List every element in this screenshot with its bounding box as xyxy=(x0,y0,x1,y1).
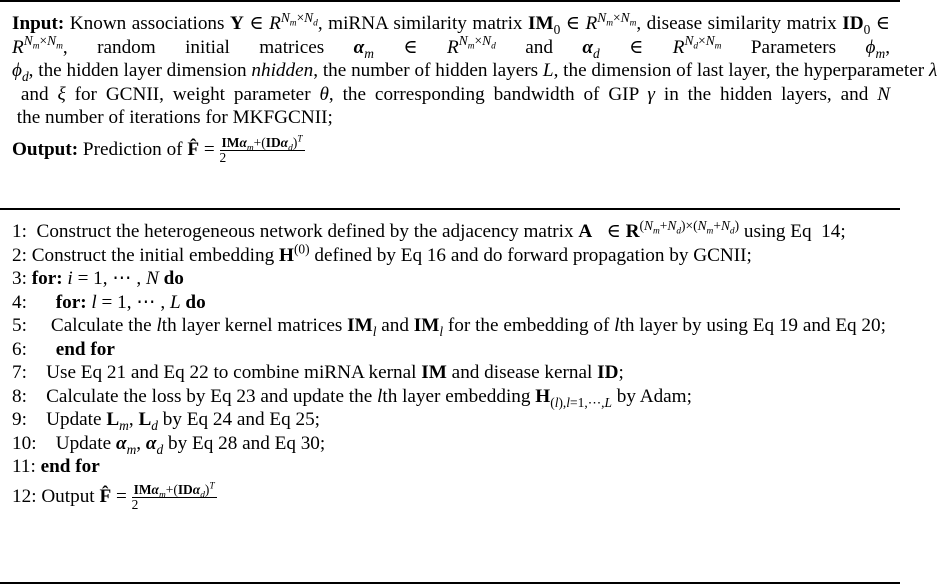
step-3: 3: for: i = 1, ⋯ , N do xyxy=(12,268,184,289)
step-8: 8: Calculate the loss by Eq 23 and update the lth layer embedding $H_{(l),l=1,\cdots,L}$ by Adam; xyxy=(12,385,692,410)
output-fraction: $\frac{IM\alpha_m+(ID\alpha_d)^T}{2}$ xyxy=(219,134,303,165)
step-4: 4: for: l = 1, ⋯ , L do xyxy=(12,291,206,313)
step-6: 6: end for xyxy=(12,338,115,360)
step-5: 5: Calculate the lth layer kernel matrices $IM_l$ and $IM_l$ for the embedding of lth layer by using Eq 19 and Eq 20; xyxy=(12,315,886,339)
step-7: 7: Use Eq 21 and Eq 22 to combine miRNA kernal IM and disease kernal ID; xyxy=(12,362,624,383)
bottom-rule xyxy=(0,582,900,584)
input-paragraph: Input: Known associations Y ∈ $R^{N_m\times N_d}$, miRNA similarity matrix $IM_0$ ∈ $R^{N_m\times N_m}$, disease similarity matrix $ID_0$ ∈ $R^{N_m\times N_m}$, random initial matrices $\alpha_m$ ∈ $R^{N_m\times N_d}$ and $\alpha_d$ ∈ $R^{N_d\times N_m}$ Parameters $\phi_m$, $\phi_d$, the hidden layer dimension nhidden, the number of hidden layers L, the dimension of last layer, the hyperparameter λ and ξ for GCNII, weight parameter θ, the corresponding bandwidth of GIP γ in the hidden layers, and N the number of iterations for MKFGCNII; xyxy=(12,9,937,128)
step-1: 1: Construct the heterogeneous network defined by the adjacency matrix A ∈ $R^{(N_m+N_d)\times(N_m+N_d)}$ using Eq 14; xyxy=(12,217,846,242)
step-2: 2: Construct the initial embedding $H^{(0)}$ defined by Eq 16 and do forward propagation by GCNII; xyxy=(12,241,752,266)
algorithm-steps xyxy=(12,217,890,512)
step-11: 11: end for xyxy=(12,456,100,477)
output-label: Output: xyxy=(12,138,79,160)
step-12-fraction: $\frac{IM\alpha_m+(ID\alpha_d)^T}{2}$ xyxy=(131,481,215,512)
step-12: 12: Output F̂ = $\frac{IM\alpha_m+(ID\alpha_d)^T}{2}$ xyxy=(12,481,215,512)
step-10: 10: Update $\alpha_m$, $\alpha_d$ by Eq 28 and Eq 30; xyxy=(12,432,326,457)
middle-rule xyxy=(0,208,900,210)
step-9: 9: Update $L_m$, $L_d$ by Eq 24 and Eq 25; xyxy=(12,409,321,433)
algorithm-header xyxy=(12,9,937,165)
output-paragraph: Output: Prediction of F̂ = $\frac{IM\alpha_m+(ID\alpha_d)^T}{2}$ xyxy=(12,134,303,165)
top-rule xyxy=(0,0,900,2)
input-label: Input: xyxy=(12,13,65,34)
